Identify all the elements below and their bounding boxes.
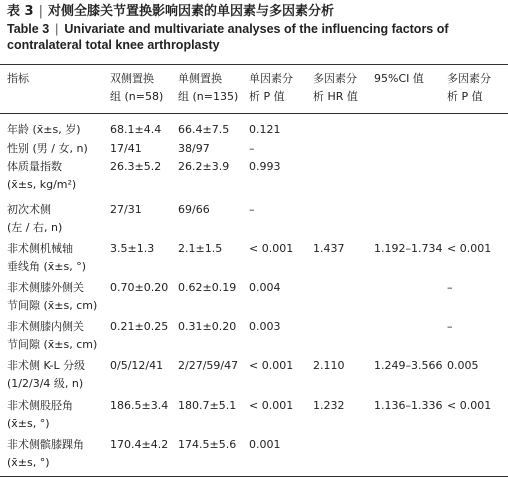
table-cell: 1.136–1.336: [374, 399, 443, 412]
table-cell: 1.437: [313, 242, 345, 255]
column-header: 指标: [7, 72, 29, 85]
table-cell: 66.4±7.5: [178, 123, 230, 136]
row-label: 非术侧机械轴: [7, 242, 73, 255]
caption-en-label: Table 3: [7, 22, 50, 36]
column-header: 单因素分: [249, 72, 293, 85]
column-header-line2: 组 (n=58): [110, 90, 164, 103]
table-cell: 180.7±5.1: [178, 399, 237, 412]
table-cell: 170.4±4.2: [110, 438, 169, 451]
table-cell: 26.3±5.2: [110, 160, 162, 173]
row-label: 非术侧股胫角: [7, 399, 73, 412]
table-top-rule: [0, 64, 508, 65]
table-cell: 0.004: [249, 281, 281, 294]
row-label-line2: (x̄±s, °): [7, 417, 50, 430]
caption-separator: |: [38, 4, 43, 19]
column-header: 双侧置换: [110, 72, 154, 85]
table-cell: 2.110: [313, 359, 345, 372]
table-cell: < 0.001: [249, 242, 294, 255]
table-cell: 3.5±1.3: [110, 242, 155, 255]
table-cell: 1.232: [313, 399, 345, 412]
table-cell: 0.31±0.20: [178, 320, 237, 333]
column-header-line2: 析 P 值: [249, 90, 285, 103]
caption-cn-text: 对侧全膝关节置换影响因素的单因素与多因素分析: [47, 4, 334, 19]
caption-separator-en: |: [55, 22, 59, 36]
column-header-line2: 析 P 值: [447, 90, 483, 103]
table-cell: 1.249–3.566: [374, 359, 443, 372]
table-cell: 0/5/12/41: [110, 359, 164, 372]
table-cell: 2.1±1.5: [178, 242, 223, 255]
table-cell: 0.121: [249, 123, 281, 136]
table-cell: 68.1±4.4: [110, 123, 162, 136]
column-header: 多因素分: [313, 72, 357, 85]
table-caption: [7, 4, 503, 53]
table-cell: 0.70±0.20: [110, 281, 169, 294]
table-bottom-rule: [0, 476, 508, 477]
table-cell: < 0.001: [447, 242, 492, 255]
table-cell: 174.5±5.6: [178, 438, 237, 451]
column-header: 95%CI 值: [374, 72, 424, 85]
row-label: 体质量指数: [7, 160, 62, 173]
table-cell: 17/41: [110, 142, 142, 155]
table-cell: –: [249, 142, 255, 155]
table-cell: < 0.001: [249, 359, 294, 372]
row-label-line2: 节间隙 (x̄±s, cm): [7, 338, 98, 351]
row-label: 性别 (男 / 女, n): [7, 142, 88, 155]
caption-english: [7, 21, 503, 53]
table-cell: –: [447, 281, 453, 294]
table-cell: –: [447, 320, 453, 333]
table-cell: 1.192–1.734: [374, 242, 443, 255]
row-label-line2: (x̄±s, kg/m²): [7, 178, 77, 191]
table-cell: 0.21±0.25: [110, 320, 169, 333]
table-cell: 27/31: [110, 203, 142, 216]
column-header: 多因素分: [447, 72, 491, 85]
table-cell: 0.993: [249, 160, 281, 173]
column-header-line2: 组 (n=135): [178, 90, 239, 103]
caption-cn-label: 表 3: [7, 4, 34, 19]
row-label: 非术侧膝外侧关: [7, 281, 84, 294]
row-label-line2: 垂线角 (x̄±s, °): [7, 260, 87, 273]
table-header-rule: [0, 113, 508, 114]
column-header: 单侧置换: [178, 72, 222, 85]
table-cell: 186.5±3.4: [110, 399, 169, 412]
row-label-line2: (左 / 右, n): [7, 221, 63, 234]
column-header-line2: 析 HR 值: [313, 90, 358, 103]
table-cell: < 0.001: [249, 399, 294, 412]
row-label: 非术侧髌膝踝角: [7, 438, 84, 451]
table-cell: –: [249, 203, 255, 216]
table-cell: 38/97: [178, 142, 210, 155]
table-cell: 0.001: [249, 438, 281, 451]
table-cell: 0.005: [447, 359, 479, 372]
row-label: 初次术侧: [7, 203, 51, 216]
table-cell: 0.003: [249, 320, 281, 333]
table-cell: 2/27/59/47: [178, 359, 239, 372]
table-cell: < 0.001: [447, 399, 492, 412]
caption-chinese: [7, 4, 503, 20]
table-cell: 0.62±0.19: [178, 281, 237, 294]
row-label: 非术侧膝内侧关: [7, 320, 84, 333]
table-cell: 69/66: [178, 203, 210, 216]
row-label-line2: (1/2/3/4 级, n): [7, 377, 84, 390]
caption-en-text: Univariate and multivariate analyses of the influencing factors of contralateral total knee arthroplasty: [7, 22, 449, 52]
row-label: 年龄 (x̄±s, 岁): [7, 123, 81, 136]
row-label: 非术侧 K-L 分级: [7, 359, 86, 372]
row-label-line2: (x̄±s, °): [7, 456, 50, 469]
row-label-line2: 节间隙 (x̄±s, cm): [7, 299, 98, 312]
table-cell: 26.2±3.9: [178, 160, 230, 173]
